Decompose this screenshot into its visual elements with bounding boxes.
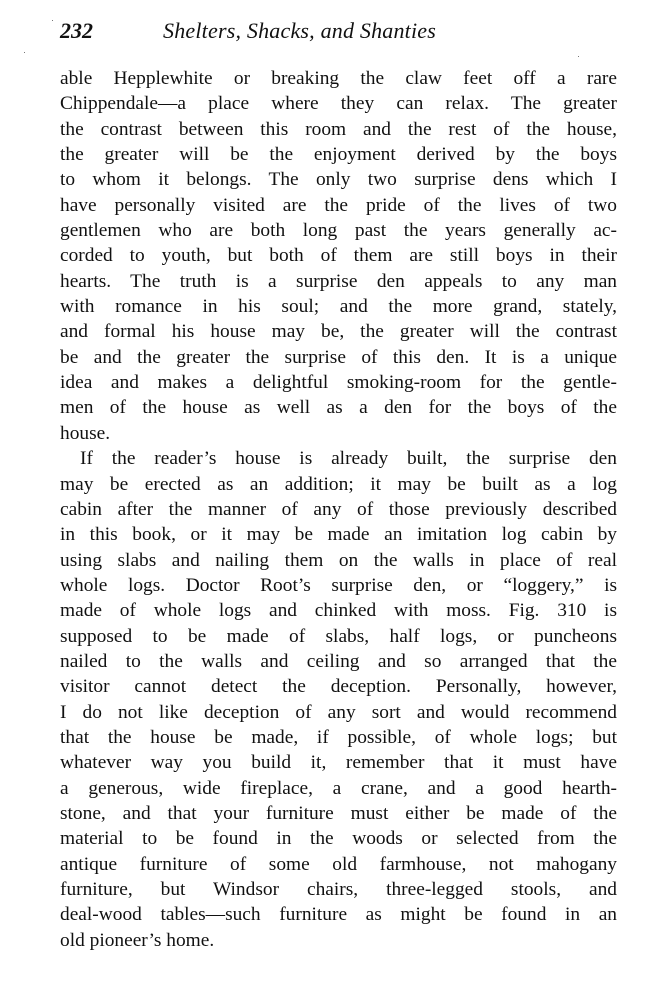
scan-speck xyxy=(578,56,579,57)
text-line: whole logs. Doctor Root’s surprise den, or “loggery,” is xyxy=(60,574,617,596)
text-line: a generous, wide fireplace, a crane, and a good hearth- xyxy=(60,777,617,799)
text-line: in this book, or it may be made an imitation log cabin by xyxy=(60,524,617,546)
paragraph xyxy=(60,446,617,953)
text-line: and formal his house may be, the greater will the contrast xyxy=(60,321,617,343)
text-line: whatever way you build it, remember that it must have xyxy=(60,752,617,774)
text-line: corded to youth, but both of them are still boys in their xyxy=(60,245,617,267)
text-line: idea and makes a delightful smoking-room for the gentle- xyxy=(60,372,617,394)
page-number: 232 xyxy=(60,18,93,43)
text-line: the contrast between this room and the rest of the house, xyxy=(60,118,617,140)
text-line: If the reader’s house is already built, the surprise den xyxy=(80,448,617,470)
scan-speck xyxy=(24,52,25,53)
page-header xyxy=(60,14,620,48)
text-line: supposed to be made of slabs, half logs, or puncheons xyxy=(60,625,617,647)
text-line: gentlemen who are both long past the years generally ac- xyxy=(60,220,617,242)
text-line: men of the house as well as a den for the boys of the xyxy=(60,397,617,419)
text-line: Chippendale—a place where they can relax. The greater xyxy=(60,93,617,115)
text-line: visitor cannot detect the deception. Personally, however, xyxy=(60,676,617,698)
text-line: nailed to the walls and ceiling and so arranged that the xyxy=(60,650,617,672)
text-line: material to be found in the woods or selected from the xyxy=(60,828,617,850)
text-line: antique furniture of some old farmhouse, not mahogany xyxy=(60,853,617,875)
text-line: the greater will be the enjoyment derived by the boys xyxy=(60,144,617,166)
text-line: I do not like deception of any sort and would recommend xyxy=(60,701,617,723)
text-line: with romance in his soul; and the more grand, stately, xyxy=(60,296,617,318)
text-line: may be erected as an addition; it may be built as a log xyxy=(60,473,617,495)
text-line: able Hepplewhite or breaking the claw feet off a rare xyxy=(60,68,617,89)
text-line: stone, and that your furniture must either be made of the xyxy=(60,802,617,824)
scan-speck xyxy=(52,20,53,21)
text-line: be and the greater the surprise of this den. It is a unique xyxy=(60,346,617,368)
text-line: old pioneer’s home. xyxy=(60,929,215,951)
text-line: to whom it belongs. The only two surprise dens which I xyxy=(60,169,617,191)
text-line: made of whole logs and chinked with moss. Fig. 310 is xyxy=(60,600,617,622)
text-line: hearts. The truth is a surprise den appeals to any man xyxy=(60,270,617,292)
paragraph xyxy=(60,66,617,446)
text-line: deal-wood tables—such furniture as might be found in an xyxy=(60,904,617,926)
text-line: that the house be made, if possible, of whole logs; but xyxy=(60,726,617,748)
text-line: using slabs and nailing them on the walls in place of real xyxy=(60,549,617,571)
text-line: house. xyxy=(60,422,111,444)
running-title: Shelters, Shacks, and Shanties xyxy=(163,18,437,43)
body-text xyxy=(60,66,617,953)
text-line: have personally visited are the pride of the lives of two xyxy=(60,194,617,216)
text-line: furniture, but Windsor chairs, three-legged stools, and xyxy=(60,879,617,900)
text-line: cabin after the manner of any of those previously described xyxy=(60,498,617,520)
